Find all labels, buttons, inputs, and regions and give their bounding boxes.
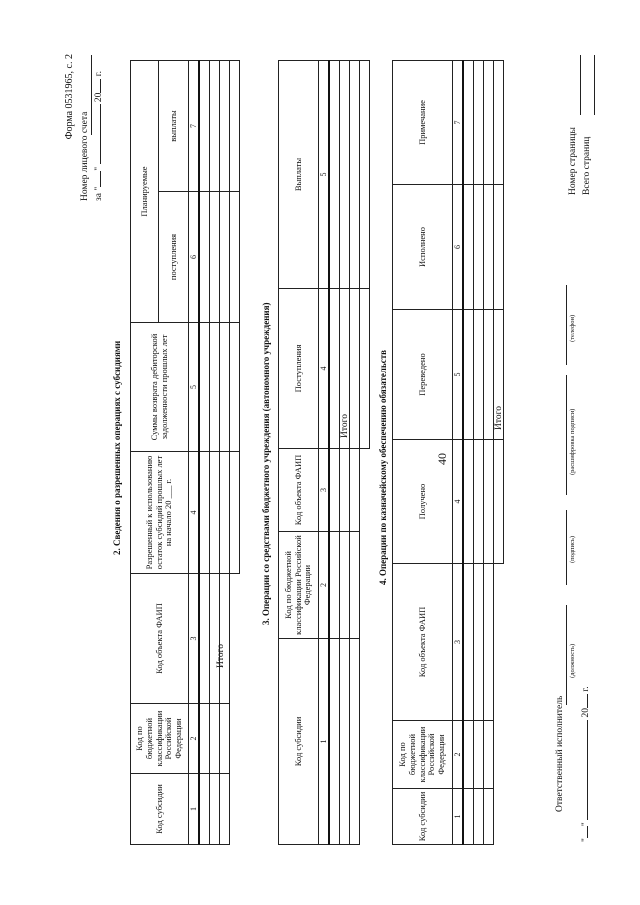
phone-line [566,285,567,365]
s3-header-code-budget: Код по бюджетной классификации Российской Федерации [279,532,319,639]
s4-data-row [463,61,474,845]
signature-date [581,686,591,842]
s4-col-number: 5 [453,310,464,440]
phone-caption: (телефон) [569,314,576,342]
page-number: 40 [435,453,449,465]
s2-col-number: 5 [189,323,200,452]
account-label: Номер лицевого счета [80,111,90,201]
date-year: 20 [581,707,591,718]
s2-header-planned: Планируемые [131,60,159,322]
s2-header-payments: выплаты [159,60,189,191]
s3-col-number: 1 [319,639,330,845]
s4-col-number: 7 [453,61,464,185]
s2-col-number: 3 [189,574,200,704]
s2-header-code-budget: Код по бюджетной классификации Российской Федерации [131,704,189,774]
s2-header-receivable: Суммы возврата дебиторской задолженности прошлых лет [131,323,189,452]
s4-header-code-budget: Код по бюджетной классификации Российской Федерации [393,721,453,789]
s4-col-number: 4 [453,440,464,564]
name-line [566,375,567,495]
position-caption: (должность) [569,643,576,678]
signature-caption: (подпись) [569,536,576,563]
s2-col-number: 1 [189,774,200,845]
s4-total-row [494,61,504,845]
s2-data-row [220,60,230,844]
account-number-line [91,55,92,135]
page-number-line [580,55,581,115]
s3-total-row [360,61,370,845]
s4-header-received: Получено [393,440,453,564]
section2-title: 2. Сведения о разрешенных операциях с субсидиями [112,340,122,555]
page-number-label: Номер страницы [568,127,578,195]
s4-col-number: 6 [453,185,464,310]
name-caption: (расшифровка подписи) [569,408,576,475]
date-close-quote: " [581,822,591,827]
s2-data-row [199,60,210,844]
date-open-quote: " [581,838,591,842]
s4-total-label: Итого [494,405,504,430]
period-year: 20 [94,92,104,103]
section4-table [392,60,504,845]
period-suffix: г. [94,71,104,77]
s4-col-number: 2 [453,721,464,789]
position-line [566,605,567,705]
s3-col-number: 4 [319,289,330,449]
form-code: Форма 0531965, с. 2 [64,54,75,140]
s4-header-executed: Исполнено [393,185,453,310]
s2-header-receipts: поступления [159,192,189,323]
s2-header-code-subsidy: Код субсидии [131,774,189,845]
s4-header-code-faip: Код объекта ФАИП [393,564,453,721]
s3-header-payments: Выплаты [279,61,319,289]
date-suffix: г. [581,686,591,692]
s4-header-transferred: Переведено [393,310,453,440]
period-prefix: за " [94,186,104,201]
s3-data-row [350,61,360,845]
s2-col-number: 4 [189,452,200,574]
s3-col-number: 2 [319,532,330,639]
s3-header-receipts: Поступления [279,289,319,449]
s3-data-row [340,61,350,845]
s4-header-code-subsidy: Код субсидии [393,789,453,845]
s3-header-code-faip: Код объекта ФАИП [279,449,319,532]
section4-title: 4. Операции по казначейскому обеспечению обязательств [378,350,388,585]
s2-header-code-faip: Код объекта ФАИП [131,574,189,704]
section2-table [130,60,240,845]
s4-col-number: 1 [453,789,464,845]
s3-col-number: 3 [319,449,330,532]
s4-col-number: 3 [453,564,464,721]
period-line [94,71,104,201]
s4-data-row [484,61,494,845]
s3-header-code-subsidy: Код субсидии [279,639,319,845]
s2-total-label: Итого [216,643,226,668]
s3-col-number: 5 [319,61,330,289]
s4-header-note: Примечание [393,61,453,185]
total-pages-label: Всего страниц [582,136,592,195]
total-pages-line [594,55,595,115]
s2-col-number: 7 [189,60,200,191]
s2-data-row [210,60,220,844]
period-mid: " [94,166,104,171]
s3-total-label: Итого [340,413,350,438]
s3-data-row [329,61,340,845]
s2-col-number: 2 [189,704,200,774]
responsible-label: Ответственный исполнитель [555,695,565,812]
signature-line [566,510,567,585]
section3-title: 3. Операции со средствами бюджетного учреждения (автономного учреждения) [261,302,271,625]
section3-table [278,60,370,845]
s2-header-permitted: Разрешенный к использованию остаток субсидий прошлых лет на начало 20 ___ г. [131,452,189,574]
s4-data-row [474,61,484,845]
s2-col-number: 6 [189,192,200,323]
s2-total-row [230,60,240,844]
